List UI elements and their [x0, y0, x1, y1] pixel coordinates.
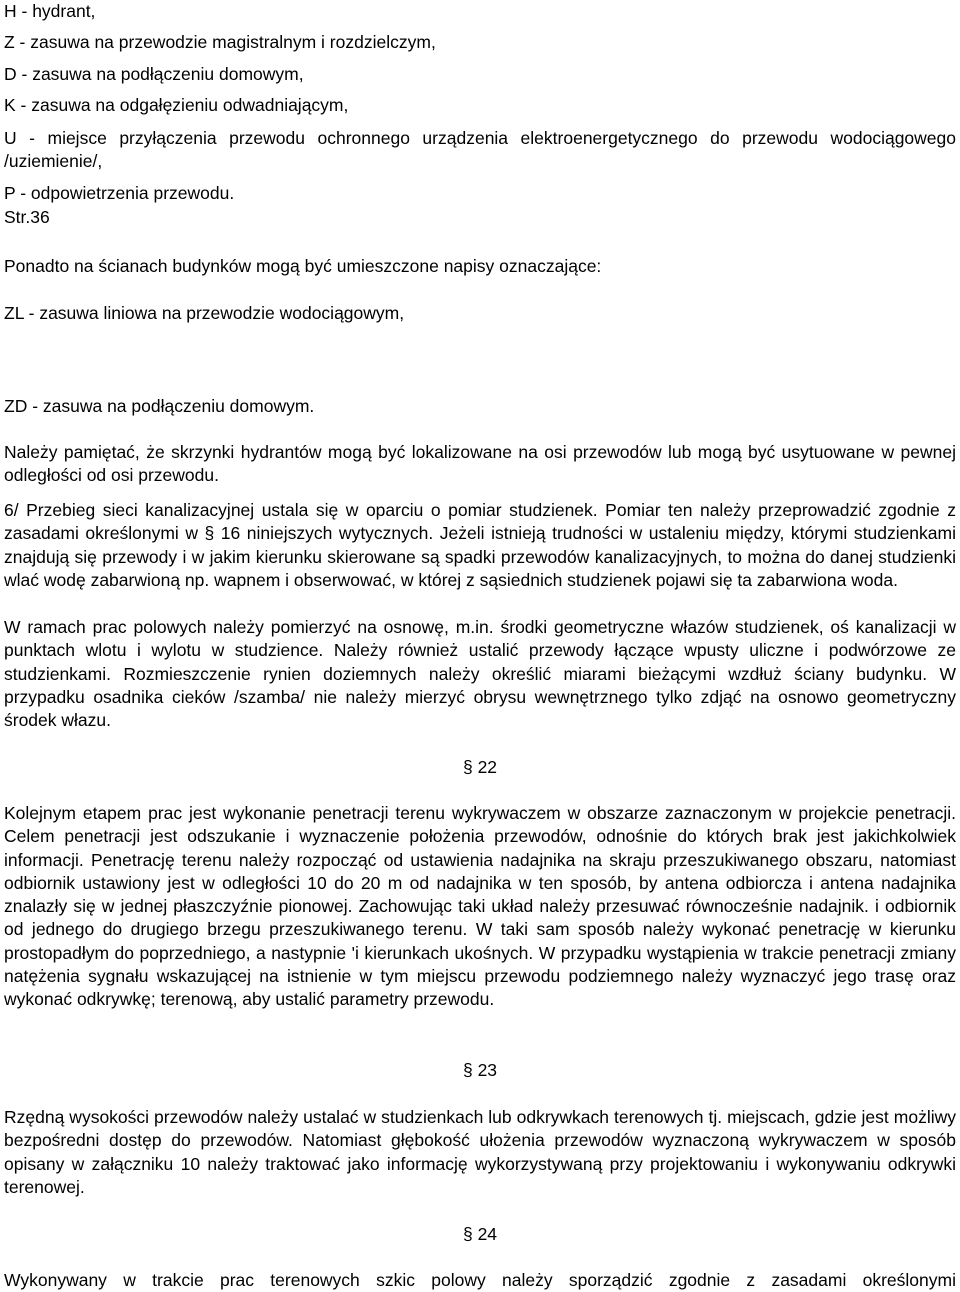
legend-item-u: U - miejsce przyłączenia przewodu ochronnego urządzenia elektroenergetycznego do przewodu wodociągowego /uziemienie/,: [4, 128, 956, 172]
zl-line: ZL - zasuwa liniowa na przewodzie wodociągowym,: [4, 303, 405, 323]
section-24-paragraph: Wykonywany w trakcie prac terenowych szkic polowy należy sporządzić zgodnie z zasadami określonymi: [4, 1270, 956, 1290]
section-24-heading: [4, 1223, 956, 1246]
walls-intro: Ponadto na ścianach budynków mogą być umieszczone napisy oznaczające:: [4, 256, 602, 276]
section-23-paragraph: Rzędną wysokości przewodów należy ustalać w studzienkach lub odkrywkach terenowych tj. miejscach, gdzie jest możliwy bezpośredni dostęp do przewodów. Natomiast głębokość ułożenia przewodów wyznaczoną wykrywaczem w sposób opisany w załączniku 10 należy traktować jako informację wykorzystywaną przy projektowaniu i wykonywaniu odkrywki terenowej.: [4, 1107, 956, 1197]
legend-item-d: D - zasuwa na podłączeniu domowym,: [4, 64, 304, 84]
page-reference: Str.36: [4, 207, 50, 227]
zd-line: ZD - zasuwa na podłączeniu domowym.: [4, 396, 315, 416]
legend-item-h: H - hydrant,: [4, 1, 96, 21]
sewer-paragraph: 6/ Przebieg sieci kanalizacyjnej ustala się w oparciu o pomiar studzienek. Pomiar ten należy przeprowadzić zgodnie z zasadami określonymi w § 16 niniejszych wytycznych. Jeżeli istnieją trudności w ustaleniu między, którymi studzienkami znajdują się przewody i w jakim kierunku skierowane są spadki przewodów kanalizacyjnych, to można do danej studzienki wlać wodę zabarwioną np. wapnem i obserwować, w której z sąsiednich studzienek pojawi się ta zabarwiona woda.: [4, 500, 956, 590]
hydrant-boxes-paragraph: Należy pamiętać, że skrzynki hydrantów mogą być lokalizowane na osi przewodów lub mogą być usytuowane w pewnej odległości od osi przewodu.: [4, 442, 956, 486]
section-22-paragraph: Kolejnym etapem prac jest wykonanie penetracji terenu wykrywaczem w obszarze zaznaczonym w projekcie penetracji. Celem penetracji jest odszukanie i wyznaczenie położenia przewodów, odnośnie do których brak jest jakichkolwiek informacji. Penetrację terenu należy rozpocząć od ustawienia nadajnika na skraju przeszukiwanego obszaru, natomiast odbiornik ustawiony jest w odległości 10 do 20 m od nadajnika w ten sposób, by antena odbiorcza i antena nadajnika znalazły się w jednej płaszczyźnie pionowej. Zachowując taki układ należy przesuwać równocześnie nadajnik. i odbiornik od jednego do drugiego brzegu przeszukiwanego terenu. W taki sam sposób należy wykonać penetrację w kierunku prostopadłym do poprzedniego, a nastypnie 'i kierunkach ukośnych. W przypadku wystąpienia w trakcie penetracji zmiany natężenia sygnału wskazującej na istnienie w tym miejscu przewodu podziemnego należy wyznaczyć jego trasę oraz wykonać odkrywkę; terenową, aby ustalić parametry przewodu.: [4, 803, 956, 1010]
legend-item-p: P - odpowietrzenia przewodu.: [4, 183, 235, 203]
section-22-heading: [4, 756, 956, 779]
field-work-paragraph: W ramach prac polowych należy pomierzyć na osnowę, m.in. środki geometryczne włazów studzienek, oś kanalizacji w punktach wlotu i wylotu w studzience. Należy również ustalić przewody łączące wpusty uliczne i podwórzowe ze studzienkami. Rozmieszczenie rynien doziemnych należy określić miarami bieżącymi wzdłuż ściany budynku. W przypadku osadnika cieków /szamba/ nie należy mierzyć obrysu wewnętrznego tylko zdjąć na osnowo geometryczny środek włazu.: [4, 617, 956, 731]
section-23-heading: [4, 1059, 956, 1082]
section-24-label: § 24: [462, 1224, 498, 1244]
section-23-label: § 23: [462, 1060, 498, 1080]
legend-item-k: K - zasuwa na odgałęzieniu odwadniającym,: [4, 95, 349, 115]
section-22-label: § 22: [462, 757, 498, 777]
legend-item-z: Z - zasuwa na przewodzie magistralnym i rozdzielczym,: [4, 32, 436, 52]
